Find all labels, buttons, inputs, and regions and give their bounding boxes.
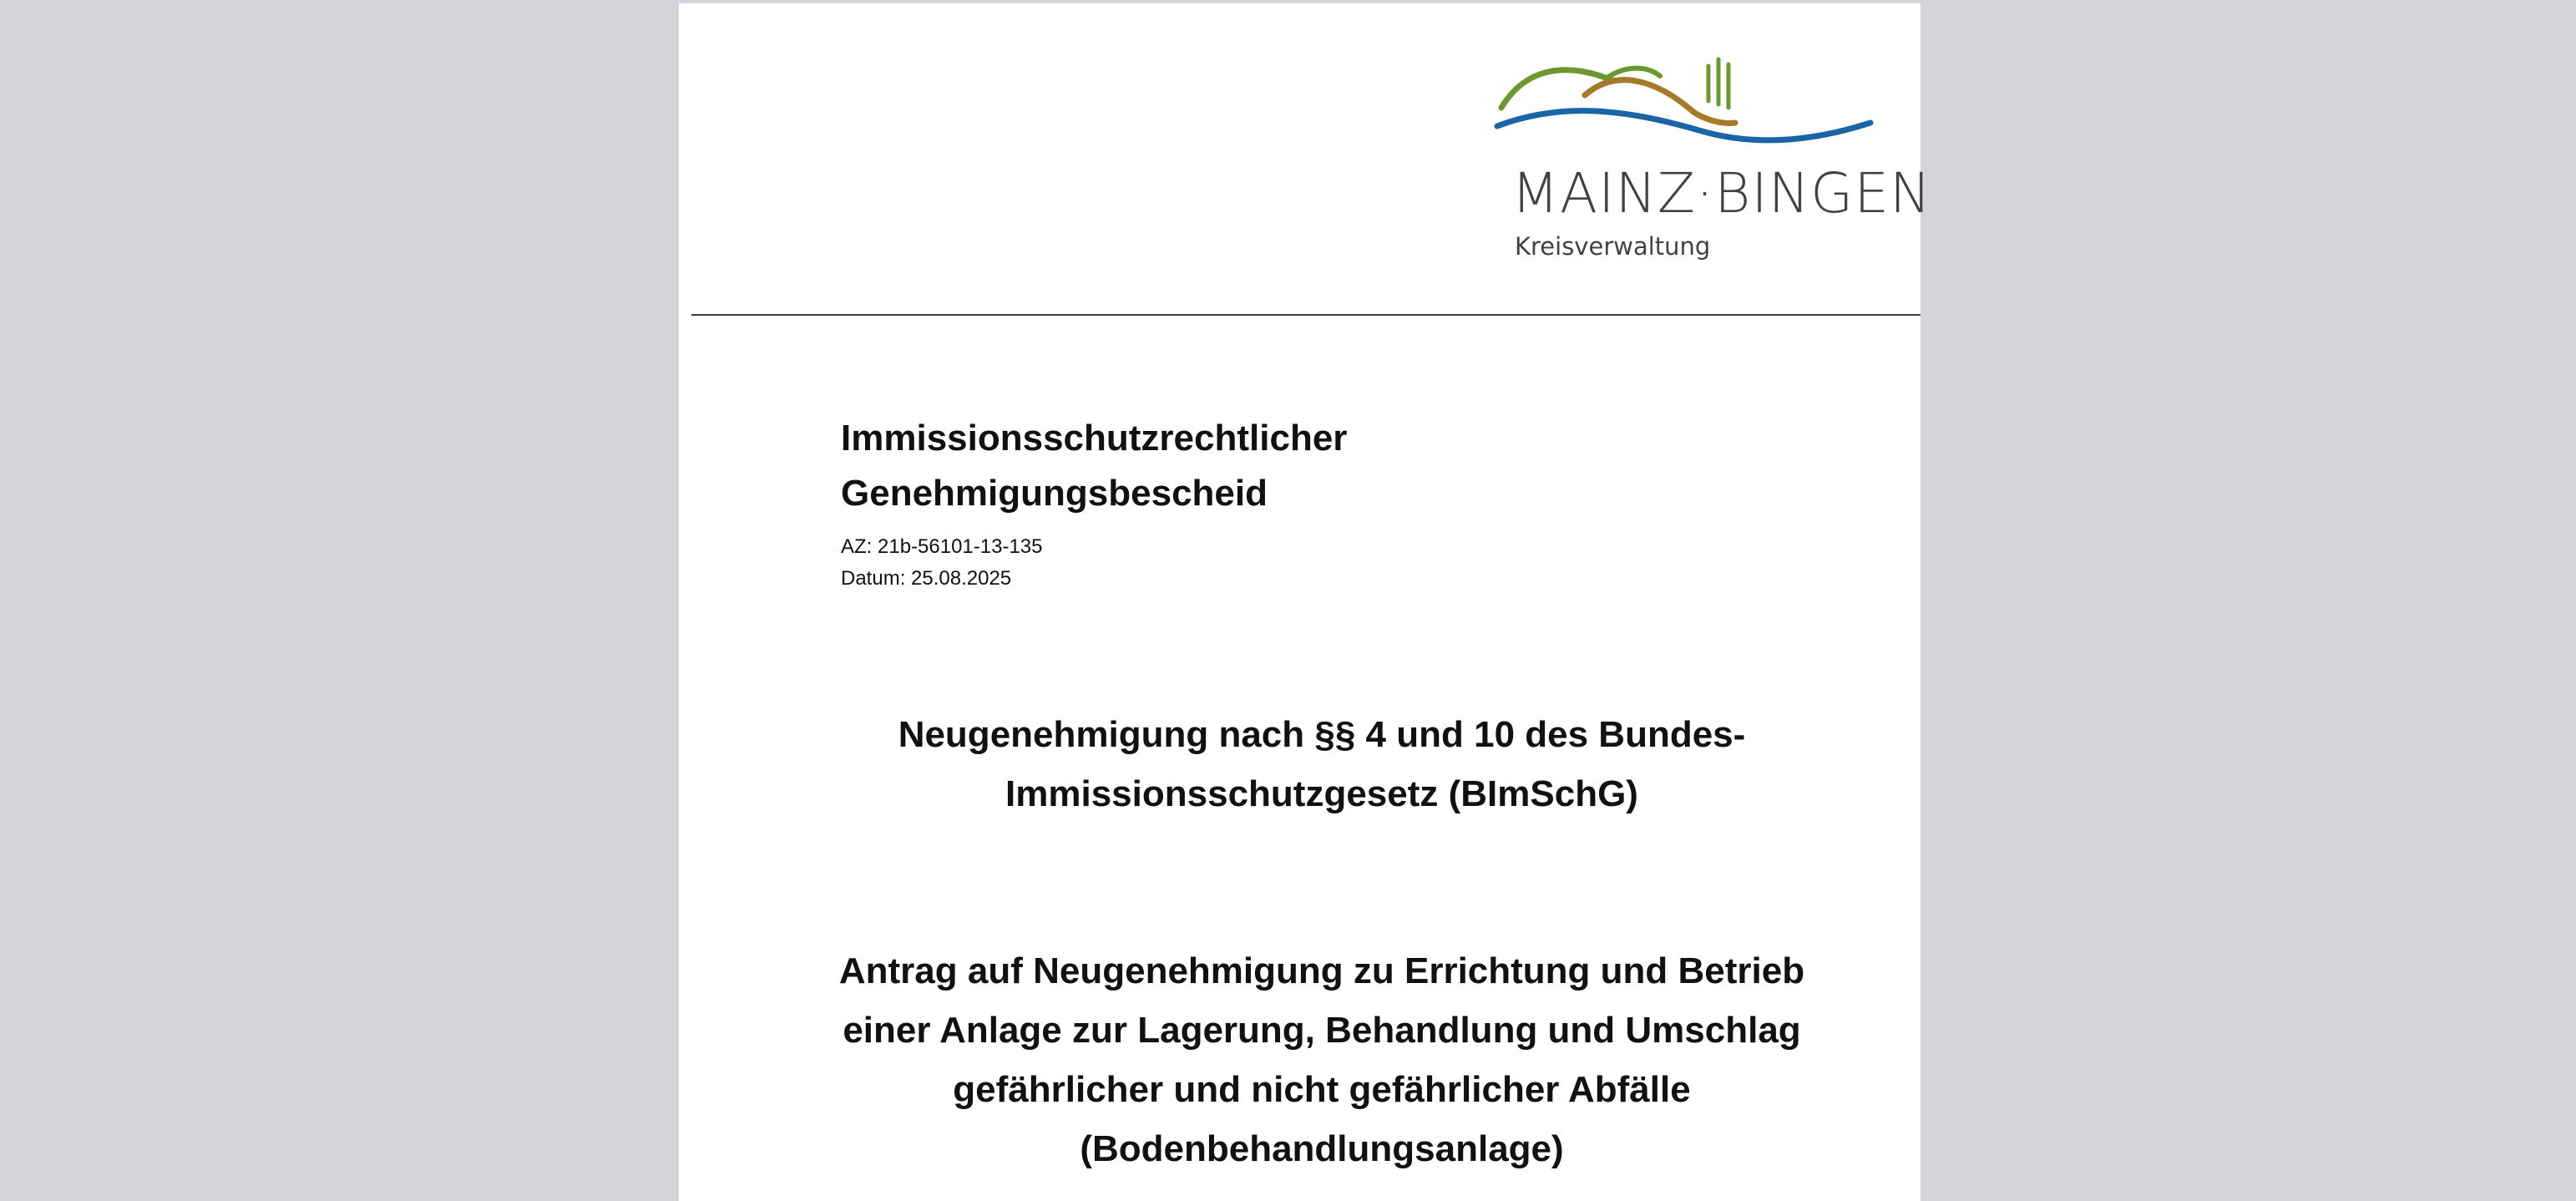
document-meta [841,531,1043,595]
heading-line: gefährlicher und nicht gefährlicher Abfälle [953,1069,1691,1110]
application-heading [762,941,1881,1178]
heading-line: Antrag auf Neugenehmigung zu Errichtung und Betrieb [838,950,1805,991]
heading-line: einer Anlage zur Lagerung, Behandlung und Umschlag [843,1010,1801,1051]
mainz-bingen-logo [1493,49,1932,283]
heading-line: Immissionsschutzgesetz (BImSchG) [1005,773,1638,814]
legal-basis-heading [762,705,1881,823]
document-title [841,411,1347,521]
landscape-logo-icon [1493,49,1877,166]
document-date: Datum: 25.08.2025 [841,567,1012,590]
heading-line: Neugenehmigung nach §§ 4 und 10 des Bundes- [898,714,1746,755]
header-divider [691,314,1921,316]
heading-line: (Bodenbehandlungsanlage) [1080,1128,1564,1169]
logo-name: MAINZ·BINGEN [1511,161,1932,226]
document-title-line: Genehmigungsbescheid [841,473,1268,514]
document-title-line: Immissionsschutzrechtlicher [841,418,1348,459]
file-reference: AZ: 21b-56101-13-135 [841,535,1043,558]
logo-subtitle: Kreisverwaltung [1515,232,1711,261]
document-page [679,3,1932,1201]
